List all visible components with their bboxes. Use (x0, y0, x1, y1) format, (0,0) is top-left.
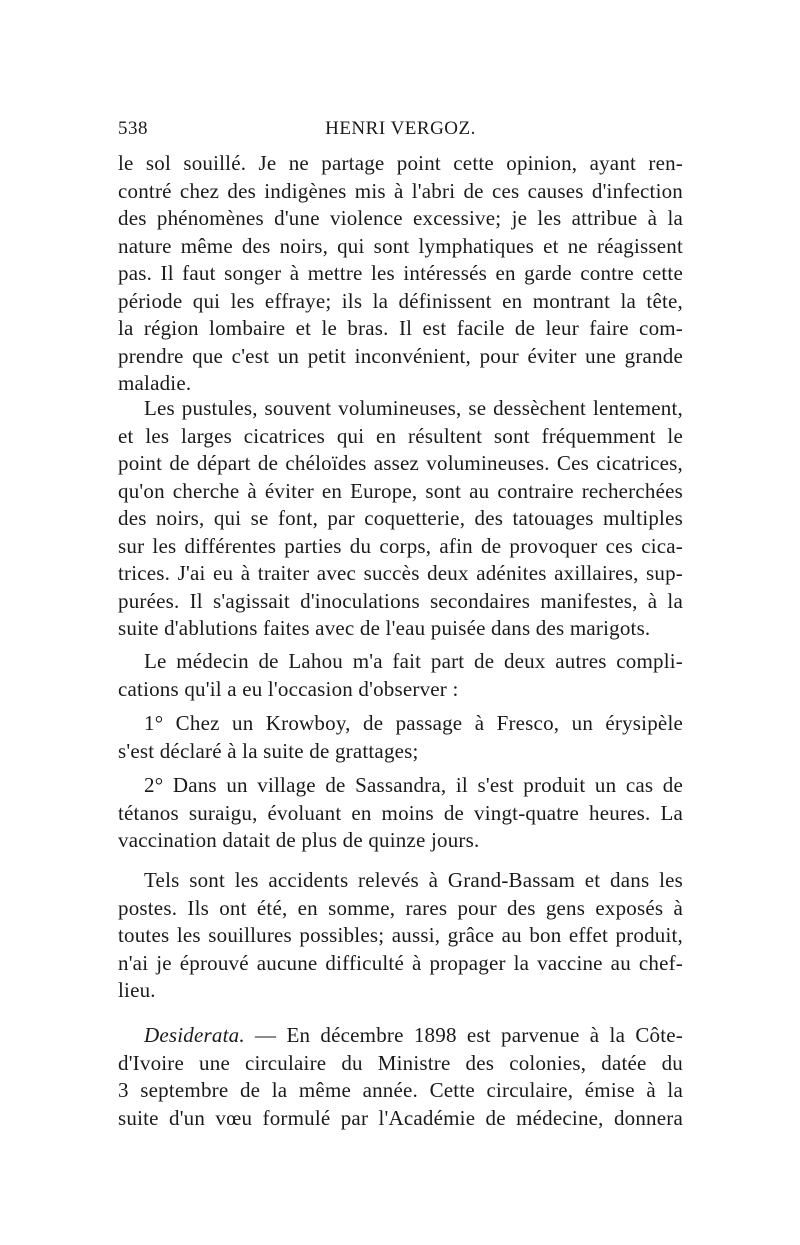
text-line: des noirs, qui se font, par coquetterie, des tatouages multiples (118, 506, 683, 530)
page-number: 538 (118, 118, 148, 139)
text-line (118, 1022, 683, 1050)
text-line: d'Ivoire une circulaire du Ministre des colonies, datée du (118, 1050, 683, 1075)
paragraph-3 (118, 648, 683, 703)
running-head: HENRI VERGOZ. (325, 118, 476, 139)
text-line: des phénomènes d'une violence excessive; je les attribue à la (118, 206, 683, 230)
text-line: purées. Il s'agissait d'inoculations secondaires manifestes, à la (118, 588, 683, 613)
text-line: Les pustules, souvent volumineuses, se dessèchent lentement, (144, 396, 683, 420)
paragraph-4 (118, 867, 683, 1005)
text-line: lieu. (118, 978, 156, 1002)
desiderata-paragraph (118, 1022, 683, 1132)
text-line: suite d'un vœu formulé par l'Académie de médecine, donnera (118, 1105, 683, 1130)
text-line: 2° Dans un village de Sassandra, il s'est produit un cas de (144, 773, 683, 797)
text-line: et les larges cicatrices qui en résultent sont fréquemment le (118, 423, 683, 448)
text-line: maladie. (118, 371, 192, 395)
text-line: vaccination datait de plus de quinze jours. (118, 828, 480, 852)
text-line: la région lombaire et le bras. Il est facile de leur faire com- (118, 316, 683, 340)
numbered-item-1 (118, 710, 683, 765)
text-line: n'ai je éprouvé aucune difficulté à propager la vaccine au chef- (118, 950, 683, 975)
paragraph-2 (118, 395, 683, 643)
text-line: 3 septembre de la même année. Cette circulaire, émise à la (118, 1078, 683, 1102)
text-line: trices. J'ai eu à traiter avec succès deux adénites axillaires, sup- (118, 561, 683, 585)
text-line: cations qu'il a eu l'occasion d'observer : (118, 676, 459, 701)
text-line: s'est déclaré à la suite de grattages; (118, 738, 419, 763)
text-line: pas. Il faut songer à mettre les intéressés en garde contre cette (118, 261, 683, 285)
text-line: toutes les souillures possibles; aussi, grâce au bon effet produit, (118, 923, 683, 947)
text-line: nature même des noirs, qui sont lymphatiques et ne réagissent (118, 233, 683, 258)
text-line: tétanos suraigu, évoluant en moins de vingt-quatre heures. La (118, 800, 683, 825)
section-label: Desiderata. (144, 1023, 245, 1047)
text-line: qu'on cherche à éviter en Europe, sont au contraire recherchées (118, 478, 683, 503)
numbered-item-2 (118, 772, 683, 855)
text-line: 1° Chez un Krowboy, de passage à Fresco, un érysipèle (144, 711, 683, 735)
text-line: contré chez des indigènes mis à l'abri de ces causes d'infection (118, 178, 683, 203)
paragraph-1 (118, 150, 683, 398)
text-line: postes. Ils ont été, en somme, rares pour des gens exposés à (118, 895, 683, 920)
text-line: sur les différentes parties du corps, afin de provoquer ces cica- (118, 533, 683, 558)
text-fragment: — En décembre 1898 est parvenue à la Côte- (244, 1023, 683, 1047)
text-line: Le médecin de Lahou m'a fait part de deux autres compli- (144, 649, 683, 673)
text-line: point de départ de chéloïdes assez volumineuses. Ces cicatrices, (118, 451, 683, 475)
text-line: suite d'ablutions faites avec de l'eau puisée dans des marigots. (118, 616, 651, 640)
text-line: le sol souillé. Je ne partage point cette opinion, ayant ren- (118, 151, 683, 175)
page-header (118, 118, 683, 148)
text-line: prendre que c'est un petit inconvénient, pour éviter une grande (118, 343, 683, 368)
text-line: période qui les effraye; ils la définissent en montrant la tête, (118, 288, 683, 313)
text-line: Tels sont les accidents relevés à Grand-Bassam et dans les (144, 868, 683, 892)
